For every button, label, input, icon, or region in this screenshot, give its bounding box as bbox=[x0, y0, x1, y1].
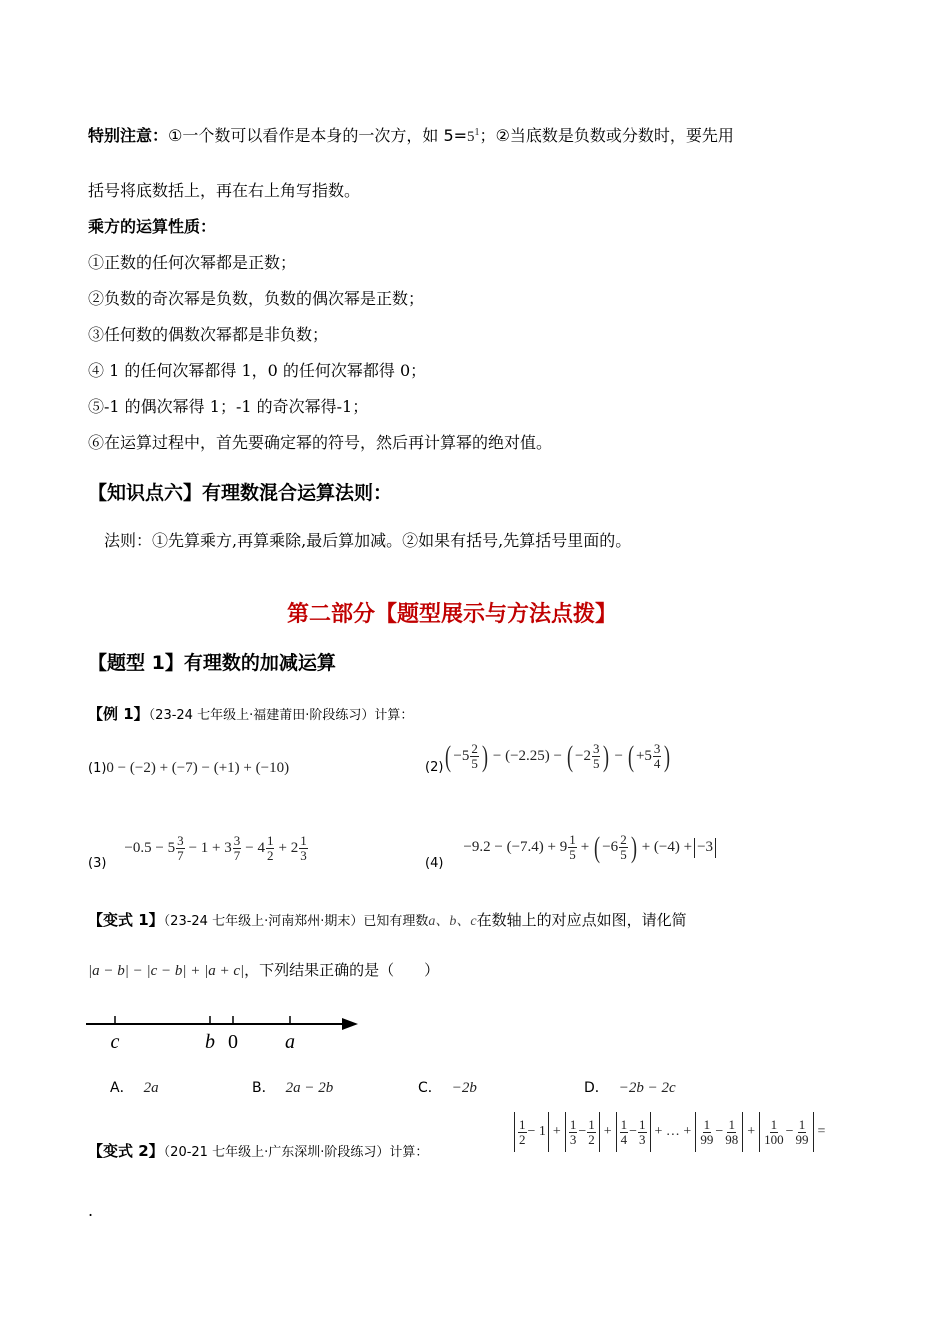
fraction: $\frac{3}{5}$ bbox=[592, 741, 600, 771]
variant1-source: （23-24 七年级上·河南郑州·期末）已知有理数 bbox=[163, 914, 429, 929]
fraction: $\frac{1}{2}$ bbox=[266, 833, 274, 863]
option-d[interactable]: D． −2b − 2c bbox=[584, 1080, 676, 1096]
properties-title: 乘方的运算性质： bbox=[88, 217, 217, 236]
property-item: ③任何数的偶数次幂都是非负数； bbox=[88, 325, 329, 344]
problem-1: (1)0 − (−2) + (−7) − (+1) + (−10) bbox=[88, 760, 290, 776]
fraction: $\frac{1}{4}$ bbox=[620, 1116, 628, 1147]
note-line-1 bbox=[88, 122, 734, 148]
number-line-arrow bbox=[342, 1018, 358, 1030]
option-a[interactable]: A． 2a bbox=[110, 1080, 159, 1096]
variant1-vars: a、b、c bbox=[428, 914, 477, 929]
fraction: $\frac{1}{2}$ bbox=[588, 1116, 595, 1147]
fraction: $\frac{1}{2}$ bbox=[519, 1116, 526, 1147]
option-c[interactable]: C． −2b bbox=[418, 1080, 477, 1096]
fraction: $\frac{2}{5}$ bbox=[471, 741, 478, 771]
fraction: $\frac{1}{99}$ bbox=[795, 1116, 809, 1147]
problem-1-expr: 0 − (−2) + (−7) − (+1) + (−10) bbox=[106, 760, 290, 776]
note-power: $5^1$ bbox=[467, 127, 480, 145]
label-a: a bbox=[285, 1031, 295, 1053]
fraction: $\frac{3}{7}$ bbox=[233, 833, 241, 863]
label-c: c bbox=[110, 1031, 120, 1053]
knowledge6-heading: 【知识点六】有理数混合运算法则： bbox=[88, 482, 393, 504]
problem-4: (4) −9.2 − (−7.4) + 9 $\frac{1}{5}$ + ( −6 $\frac{2}{5}$ ) + (−4) + −3 bbox=[425, 824, 718, 871]
example1-source: （23-24 七年级上·福建莆田·阶段练习）计算： bbox=[148, 708, 414, 723]
option-b[interactable]: B． 2a − 2b bbox=[252, 1080, 334, 1096]
variant1-text: 在数轴上的对应点如图，请化简 bbox=[476, 911, 687, 929]
property-item: ④ 1 的任何次幂都得 1，0 的任何次幂都得 0； bbox=[88, 361, 427, 380]
fraction: $\frac{1}{5}$ bbox=[569, 832, 576, 862]
fraction: $\frac{1}{100}$ bbox=[764, 1116, 784, 1147]
fraction: $\frac{3}{7}$ bbox=[177, 833, 184, 863]
label-b: b bbox=[205, 1031, 215, 1053]
property-item: ⑤-1 的偶次幂得 1；-1 的奇次幂得-1； bbox=[88, 397, 369, 416]
variant2-header bbox=[88, 1140, 428, 1164]
variant2-label: 【变式 2】 bbox=[88, 1142, 164, 1160]
variant1-question: ，下列结果正确的是（ ） bbox=[244, 961, 440, 979]
note-text-2: ；②当底数是负数或分数时，要先用 bbox=[479, 126, 734, 145]
problem-2: (2) ( −5 $\frac{2}{5}$ ) − (−2.25) − ( −2 $\frac{3}{5}$ ) − ( +5 $\frac{3}{4}$ ) bbox=[425, 739, 671, 775]
number-line bbox=[86, 1010, 366, 1055]
fraction: $\frac{3}{4}$ bbox=[653, 741, 661, 771]
part2-heading: 第二部分【题型展示与方法点拨】 bbox=[287, 602, 618, 627]
variant1-line-2 bbox=[88, 958, 439, 983]
problem-3-expr: −0.5 − 5 $\frac{3}{7}$ − 1 + 3 $\frac{3}{7}$ − 4 $\frac{1}{2}$ + 2 $\frac{1}{3}$ bbox=[124, 833, 307, 863]
property-item: ②负数的奇次幂是负数，负数的偶次幂是正数； bbox=[88, 289, 425, 308]
knowledge6-rule: 法则：①先算乘方,再算乘除,最后算加减。②如果有括号,先算括号里面的。 bbox=[104, 531, 632, 550]
variant1-header bbox=[88, 909, 687, 933]
problem-4-expr: −9.2 − (−7.4) + 9 $\frac{1}{5}$ + ( −6 $\frac{2}{5}$ ) + (−4) + −3 bbox=[463, 833, 718, 863]
note-line-2: 括号将底数括上，再在右上角写指数。 bbox=[88, 181, 361, 200]
property-item: ⑥在运算过程中，首先要确定幂的符号，然后再计算幂的绝对值。 bbox=[88, 433, 553, 452]
note-label: 特别注意： bbox=[88, 126, 169, 145]
fraction: $\frac{1}{98}$ bbox=[725, 1116, 739, 1147]
type1-heading: 【题型 1】有理数的加减运算 bbox=[88, 652, 336, 674]
variant1-expr: |a − b| − |c − b| + |a + c| bbox=[88, 963, 245, 979]
fraction: $\frac{1}{3}$ bbox=[300, 833, 307, 863]
variant2-expr: $\frac{1}{2}$ − 1 + $\frac{1}{3}$ − $\frac{1}{2}$ + $\frac{1}{4}$ − $\frac{1}{3}$ + … + $\frac{1}{99}$ − $\frac{1}{98}$ + $\frac{1}{100}$ − $\frac{1}{99}$ = bbox=[512, 1112, 825, 1152]
problem-2-expr: ( −5 $\frac{2}{5}$ ) − (−2.25) − ( −2 $\frac{3}{5}$ ) − ( +5 $\frac{3}{4}$ ) bbox=[445, 739, 671, 773]
problem-3: (3) −0.5 − 5 $\frac{3}{7}$ − 1 + 3 $\frac{3}{7}$ − 4 $\frac{1}{2}$ + 2 $\frac{1}{3}$ bbox=[88, 833, 307, 871]
variant2-source: （20-21 七年级上·广东深圳·阶段练习）计算： bbox=[163, 1145, 429, 1160]
fraction: $\frac{2}{5}$ bbox=[620, 832, 627, 862]
variant1-label: 【变式 1】 bbox=[88, 911, 164, 929]
label-0: 0 bbox=[228, 1031, 238, 1053]
property-item: ①正数的任何次幂都是正数； bbox=[88, 253, 297, 272]
variant2-tail: . bbox=[88, 1201, 94, 1220]
fraction: $\frac{1}{99}$ bbox=[700, 1116, 714, 1147]
fraction: $\frac{1}{3}$ bbox=[639, 1116, 646, 1147]
example1-header bbox=[88, 703, 413, 727]
note-text-1: ①一个数可以看作是本身的一次方，如 5= bbox=[168, 126, 468, 145]
fraction: $\frac{1}{3}$ bbox=[569, 1116, 577, 1147]
example1-label: 【例 1】 bbox=[88, 705, 149, 723]
